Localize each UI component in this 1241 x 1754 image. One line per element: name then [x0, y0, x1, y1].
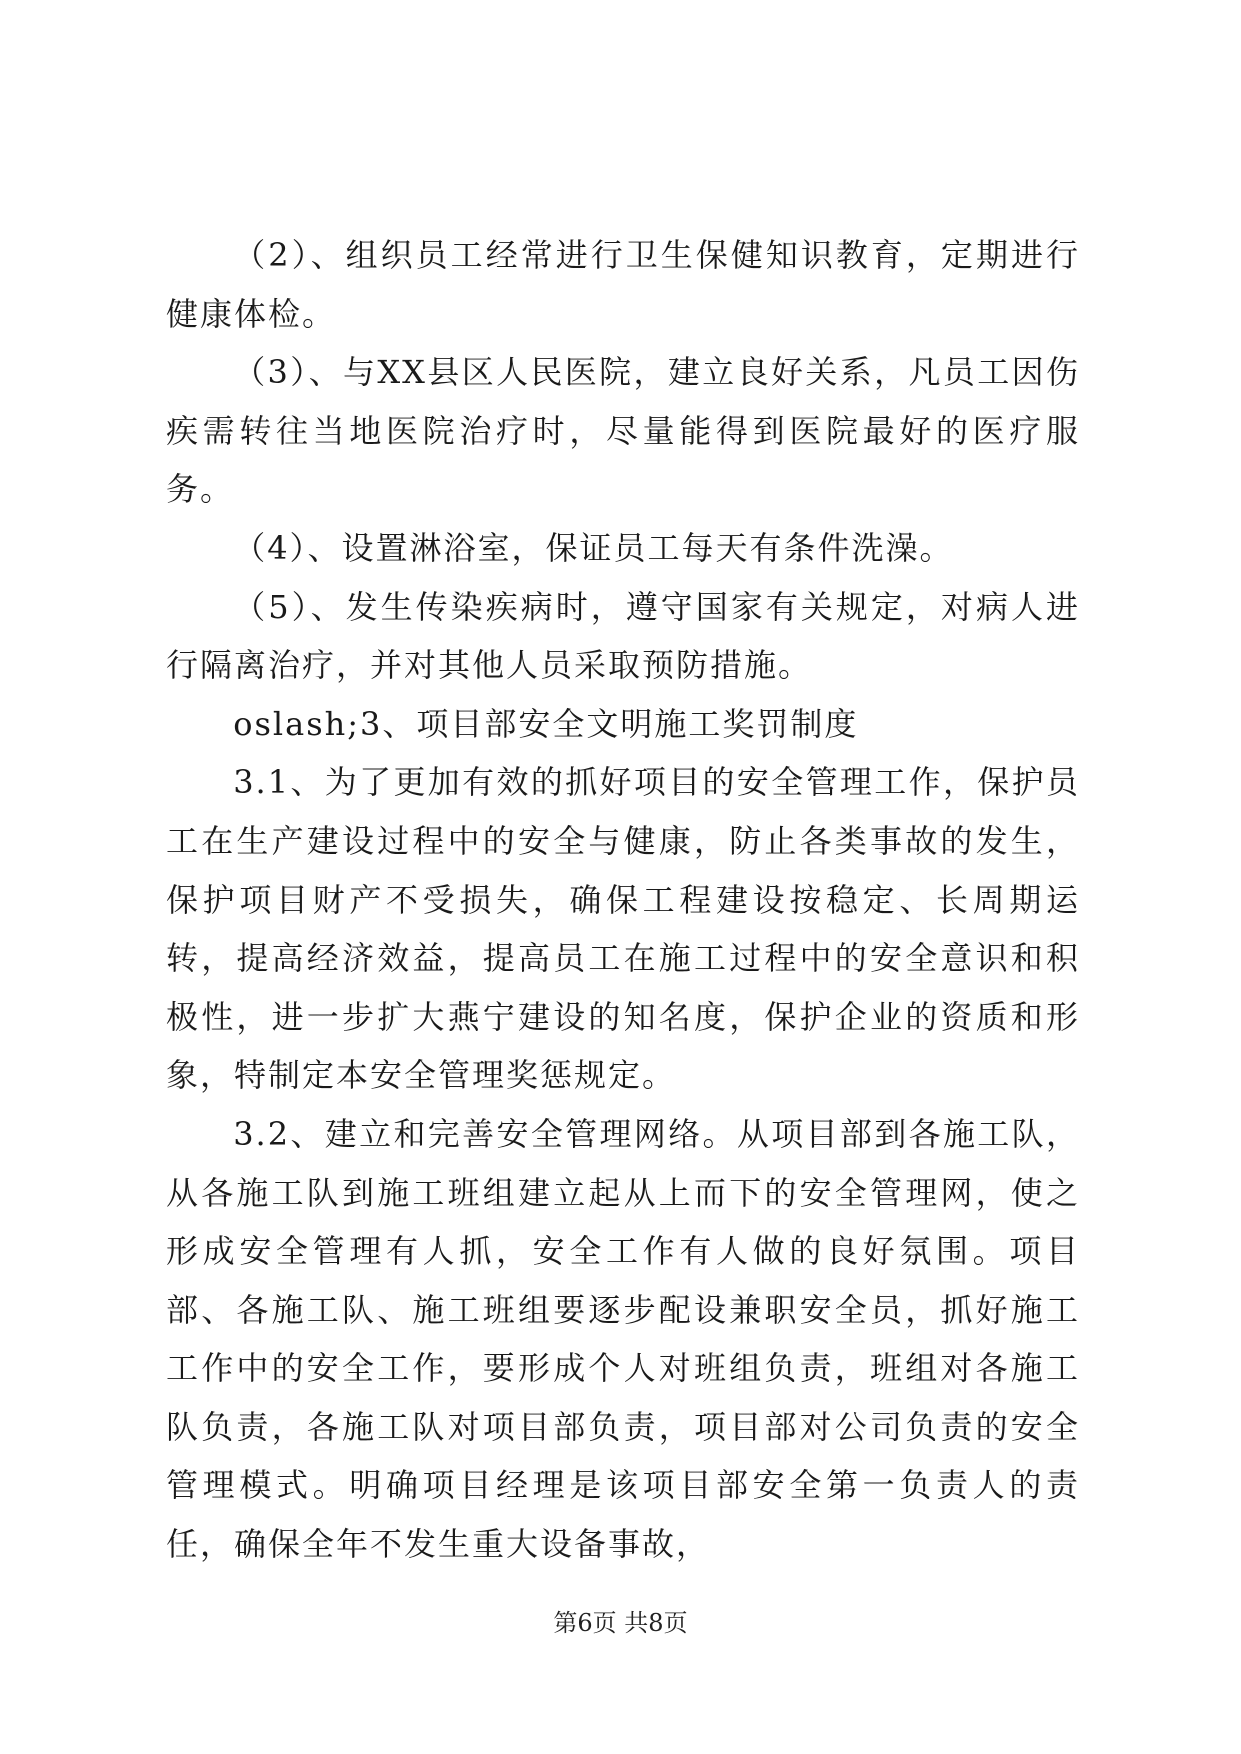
body-text: [166, 226, 1080, 1574]
page-footer: 第6页 共8页: [553, 1609, 688, 1637]
paragraph-3-2: 3.2、建立和完善安全管理网络。从项目部到各施工队，从各施工队到施工班组建立起从上而下的安全管理网，使之形成安全管理有人抓，安全工作有人做的良好氛围。项目部、各施工队、施工班组要逐步配设兼职安全员，抓好施工工作中的安全工作，要形成个人对班组负责，班组对各施工队负责，各施工队对项目部负责，项目部对公司负责的安全管理模式。明确项目经理是该项目部安全第一负责人的责任，确保全年不发生重大设备事故，: [166, 1114, 1080, 1564]
paragraph-infectious-disease: （5）、发生传染疾病时，遵守国家有关规定，对病人进行隔离治疗，并对其他人员采取预防措施。: [166, 587, 1080, 685]
paragraph-3-1: 3.1、为了更加有效的抓好项目的安全管理工作，保护员工在生产建设过程中的安全与健康，防止各类事故的发生，保护项目财产不受损失，确保工程建设按稳定、长周期运转，提高经济效益，提高员工在施工过程中的安全意识和积极性，进一步扩大燕宁建设的知名度，保护企业的资质和形象，特制定本安全管理奖惩规定。: [166, 763, 1080, 1095]
section-heading-reward-penalty: oslash;3、项目部安全文明施工奖罚制度: [233, 704, 859, 743]
paragraph-health-education: （2）、组织员工经常进行卫生保健知识教育，定期进行健康体检。: [166, 236, 1080, 333]
paragraph-shower-room: （4）、设置淋浴室，保证员工每天有条件洗澡。: [233, 528, 954, 567]
paragraph-hospital-relation: （3）、与XX县区人民医院，建立良好关系，凡员工因伤疾需转往当地医院治疗时，尽量能得到医院最好的医疗服务。: [166, 353, 1080, 509]
